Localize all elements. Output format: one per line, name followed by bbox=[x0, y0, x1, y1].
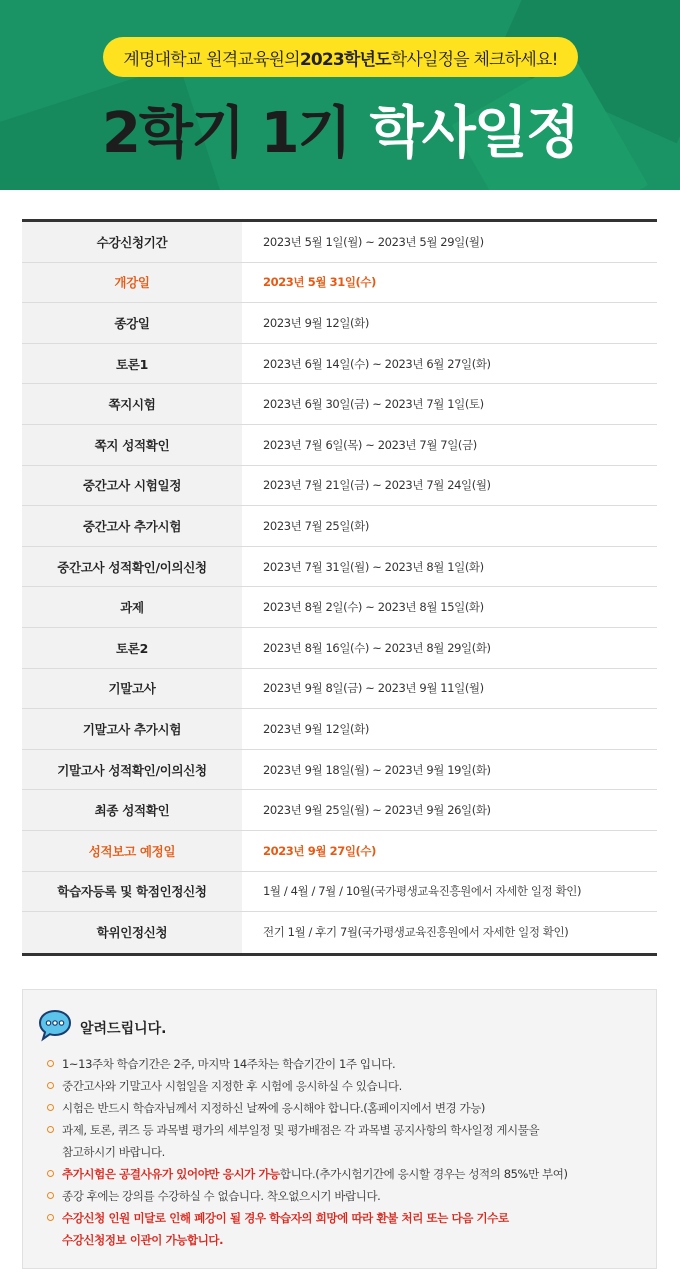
banner-pill bbox=[103, 37, 578, 77]
row-label: 최종 성적확인 bbox=[22, 790, 242, 831]
table-row bbox=[22, 263, 657, 304]
table-row bbox=[22, 628, 657, 669]
row-label: 종강일 bbox=[22, 303, 242, 344]
table-row bbox=[22, 344, 657, 385]
notice-text: 수강신청 인원 미달로 인해 폐강이 될 경우 학습자의 희망에 따라 환불 처리 또는 다음 기수로 bbox=[62, 1211, 509, 1225]
row-value: 2023년 9월 27일(수) bbox=[242, 831, 657, 872]
row-label: 과제 bbox=[22, 587, 242, 628]
row-label: 쪽지시험 bbox=[22, 384, 242, 425]
row-value: 2023년 9월 25일(월) ~ 2023년 9월 26일(화) bbox=[242, 790, 657, 831]
row-value: 2023년 9월 8일(금) ~ 2023년 9월 11일(월) bbox=[242, 669, 657, 710]
row-value: 2023년 9월 12일(화) bbox=[242, 303, 657, 344]
notice-text: 1~13주차 학습기간은 2주, 마지막 14주차는 학습기간이 1주 입니다. bbox=[62, 1057, 396, 1071]
row-value: 2023년 6월 14일(수) ~ 2023년 6월 27일(화) bbox=[242, 344, 657, 385]
notice-text-continued: 참고하시기 바랍니다. bbox=[62, 1145, 165, 1159]
row-value: 2023년 7월 31일(월) ~ 2023년 8월 1일(화) bbox=[242, 547, 657, 588]
list-item bbox=[47, 1053, 647, 1075]
table-row bbox=[22, 669, 657, 710]
bullet-icon bbox=[47, 1170, 54, 1177]
row-label: 수강신청기간 bbox=[22, 222, 242, 263]
table-row bbox=[22, 912, 657, 953]
banner-suffix: 학사일정을 체크하세요! bbox=[390, 49, 558, 70]
table-row bbox=[22, 709, 657, 750]
list-item bbox=[47, 1163, 647, 1185]
speech-bubble-icon bbox=[37, 1008, 73, 1048]
table-row bbox=[22, 872, 657, 913]
row-value: 2023년 7월 6일(목) ~ 2023년 7월 7일(금) bbox=[242, 425, 657, 466]
row-label: 성적보고 예정일 bbox=[22, 831, 242, 872]
row-value: 2023년 5월 31일(수) bbox=[242, 263, 657, 304]
notice-text: 합니다.(추가시험기간에 응시할 경우는 성적의 85%만 부여) bbox=[279, 1167, 568, 1181]
page-title bbox=[0, 86, 680, 172]
table-row bbox=[22, 831, 657, 872]
row-label: 기말고사 성적확인/이의신청 bbox=[22, 750, 242, 791]
table-row bbox=[22, 587, 657, 628]
row-value: 1월 / 4월 / 7월 / 10월(국가평생교육진흥원에서 자세한 일정 확인) bbox=[242, 872, 657, 913]
title-term: 2학기 1기 bbox=[101, 101, 350, 166]
bullet-icon bbox=[47, 1214, 54, 1221]
list-item bbox=[47, 1185, 647, 1207]
row-value: 2023년 9월 18일(월) ~ 2023년 9월 19일(화) bbox=[242, 750, 657, 791]
bullet-icon bbox=[47, 1060, 54, 1067]
notice-text-continued: 수강신청정보 이관이 가능합니다. bbox=[62, 1233, 224, 1247]
banner-year: 2023학년도 bbox=[299, 49, 391, 70]
row-value: 2023년 6월 30일(금) ~ 2023년 7월 1일(토) bbox=[242, 384, 657, 425]
row-label: 중간고사 추가시험 bbox=[22, 506, 242, 547]
table-row bbox=[22, 547, 657, 588]
banner-prefix: 계명대학교 원격교육원의 bbox=[123, 49, 300, 70]
schedule-table bbox=[22, 219, 657, 956]
row-label: 학습자등록 및 학점인정신청 bbox=[22, 872, 242, 913]
table-row bbox=[22, 222, 657, 263]
list-item bbox=[47, 1207, 647, 1251]
row-label: 중간고사 성적확인/이의신청 bbox=[22, 547, 242, 588]
row-value: 2023년 7월 25일(화) bbox=[242, 506, 657, 547]
row-value: 2023년 9월 12일(화) bbox=[242, 709, 657, 750]
row-label: 기말고사 추가시험 bbox=[22, 709, 242, 750]
list-item bbox=[47, 1097, 647, 1119]
list-item bbox=[47, 1119, 647, 1163]
table-row bbox=[22, 384, 657, 425]
notice-text: 과제, 토론, 퀴즈 등 과목별 평가의 세부일정 및 평가배점은 각 과목별 공지사항의 학사일정 게시물을 bbox=[62, 1123, 540, 1137]
bullet-icon bbox=[47, 1192, 54, 1199]
table-row bbox=[22, 750, 657, 791]
bullet-icon bbox=[47, 1082, 54, 1089]
table-row bbox=[22, 506, 657, 547]
notice-text: 중간고사와 기말고사 시험일을 지정한 후 시험에 응시하실 수 있습니다. bbox=[62, 1079, 402, 1093]
row-value: 2023년 5월 1일(월) ~ 2023년 5월 29일(월) bbox=[242, 222, 657, 263]
row-label: 쪽지 성적확인 bbox=[22, 425, 242, 466]
notice-title: 알려드립니다. bbox=[80, 1021, 167, 1037]
table-row bbox=[22, 425, 657, 466]
table-row bbox=[22, 466, 657, 507]
notice-box bbox=[22, 989, 657, 1269]
notice-list bbox=[47, 1053, 647, 1251]
row-label: 기말고사 bbox=[22, 669, 242, 710]
title-schedule: 학사일정 bbox=[369, 101, 579, 166]
notice-text: 종강 후에는 강의를 수강하실 수 없습니다. 착오없으시기 바랍니다. bbox=[62, 1189, 381, 1203]
header-banner bbox=[0, 0, 680, 190]
notice-text: 시험은 반드시 학습자님께서 지정하신 날짜에 응시해야 합니다.(홈페이지에서 변경 가능) bbox=[62, 1101, 485, 1115]
row-value: 전기 1월 / 후기 7월(국가평생교육진흥원에서 자세한 일정 확인) bbox=[263, 925, 569, 940]
notice-emphasis: 추가시험은 공결사유가 있어야만 응시가 가능 bbox=[62, 1167, 280, 1181]
row-value: 2023년 8월 16일(수) ~ 2023년 8월 29일(화) bbox=[242, 628, 657, 669]
row-label: 중간고사 시험일정 bbox=[22, 466, 242, 507]
table-row bbox=[22, 790, 657, 831]
row-label: 토론1 bbox=[22, 344, 242, 385]
row-value: 2023년 8월 2일(수) ~ 2023년 8월 15일(화) bbox=[242, 587, 657, 628]
table-row bbox=[22, 303, 657, 344]
bullet-icon bbox=[47, 1126, 54, 1133]
bullet-icon bbox=[47, 1104, 54, 1111]
row-value: 2023년 7월 21일(금) ~ 2023년 7월 24일(월) bbox=[242, 466, 657, 507]
list-item bbox=[47, 1075, 647, 1097]
row-label: 개강일 bbox=[22, 263, 242, 304]
row-label: 토론2 bbox=[22, 628, 242, 669]
row-label: 학위인정신청 bbox=[22, 912, 242, 953]
